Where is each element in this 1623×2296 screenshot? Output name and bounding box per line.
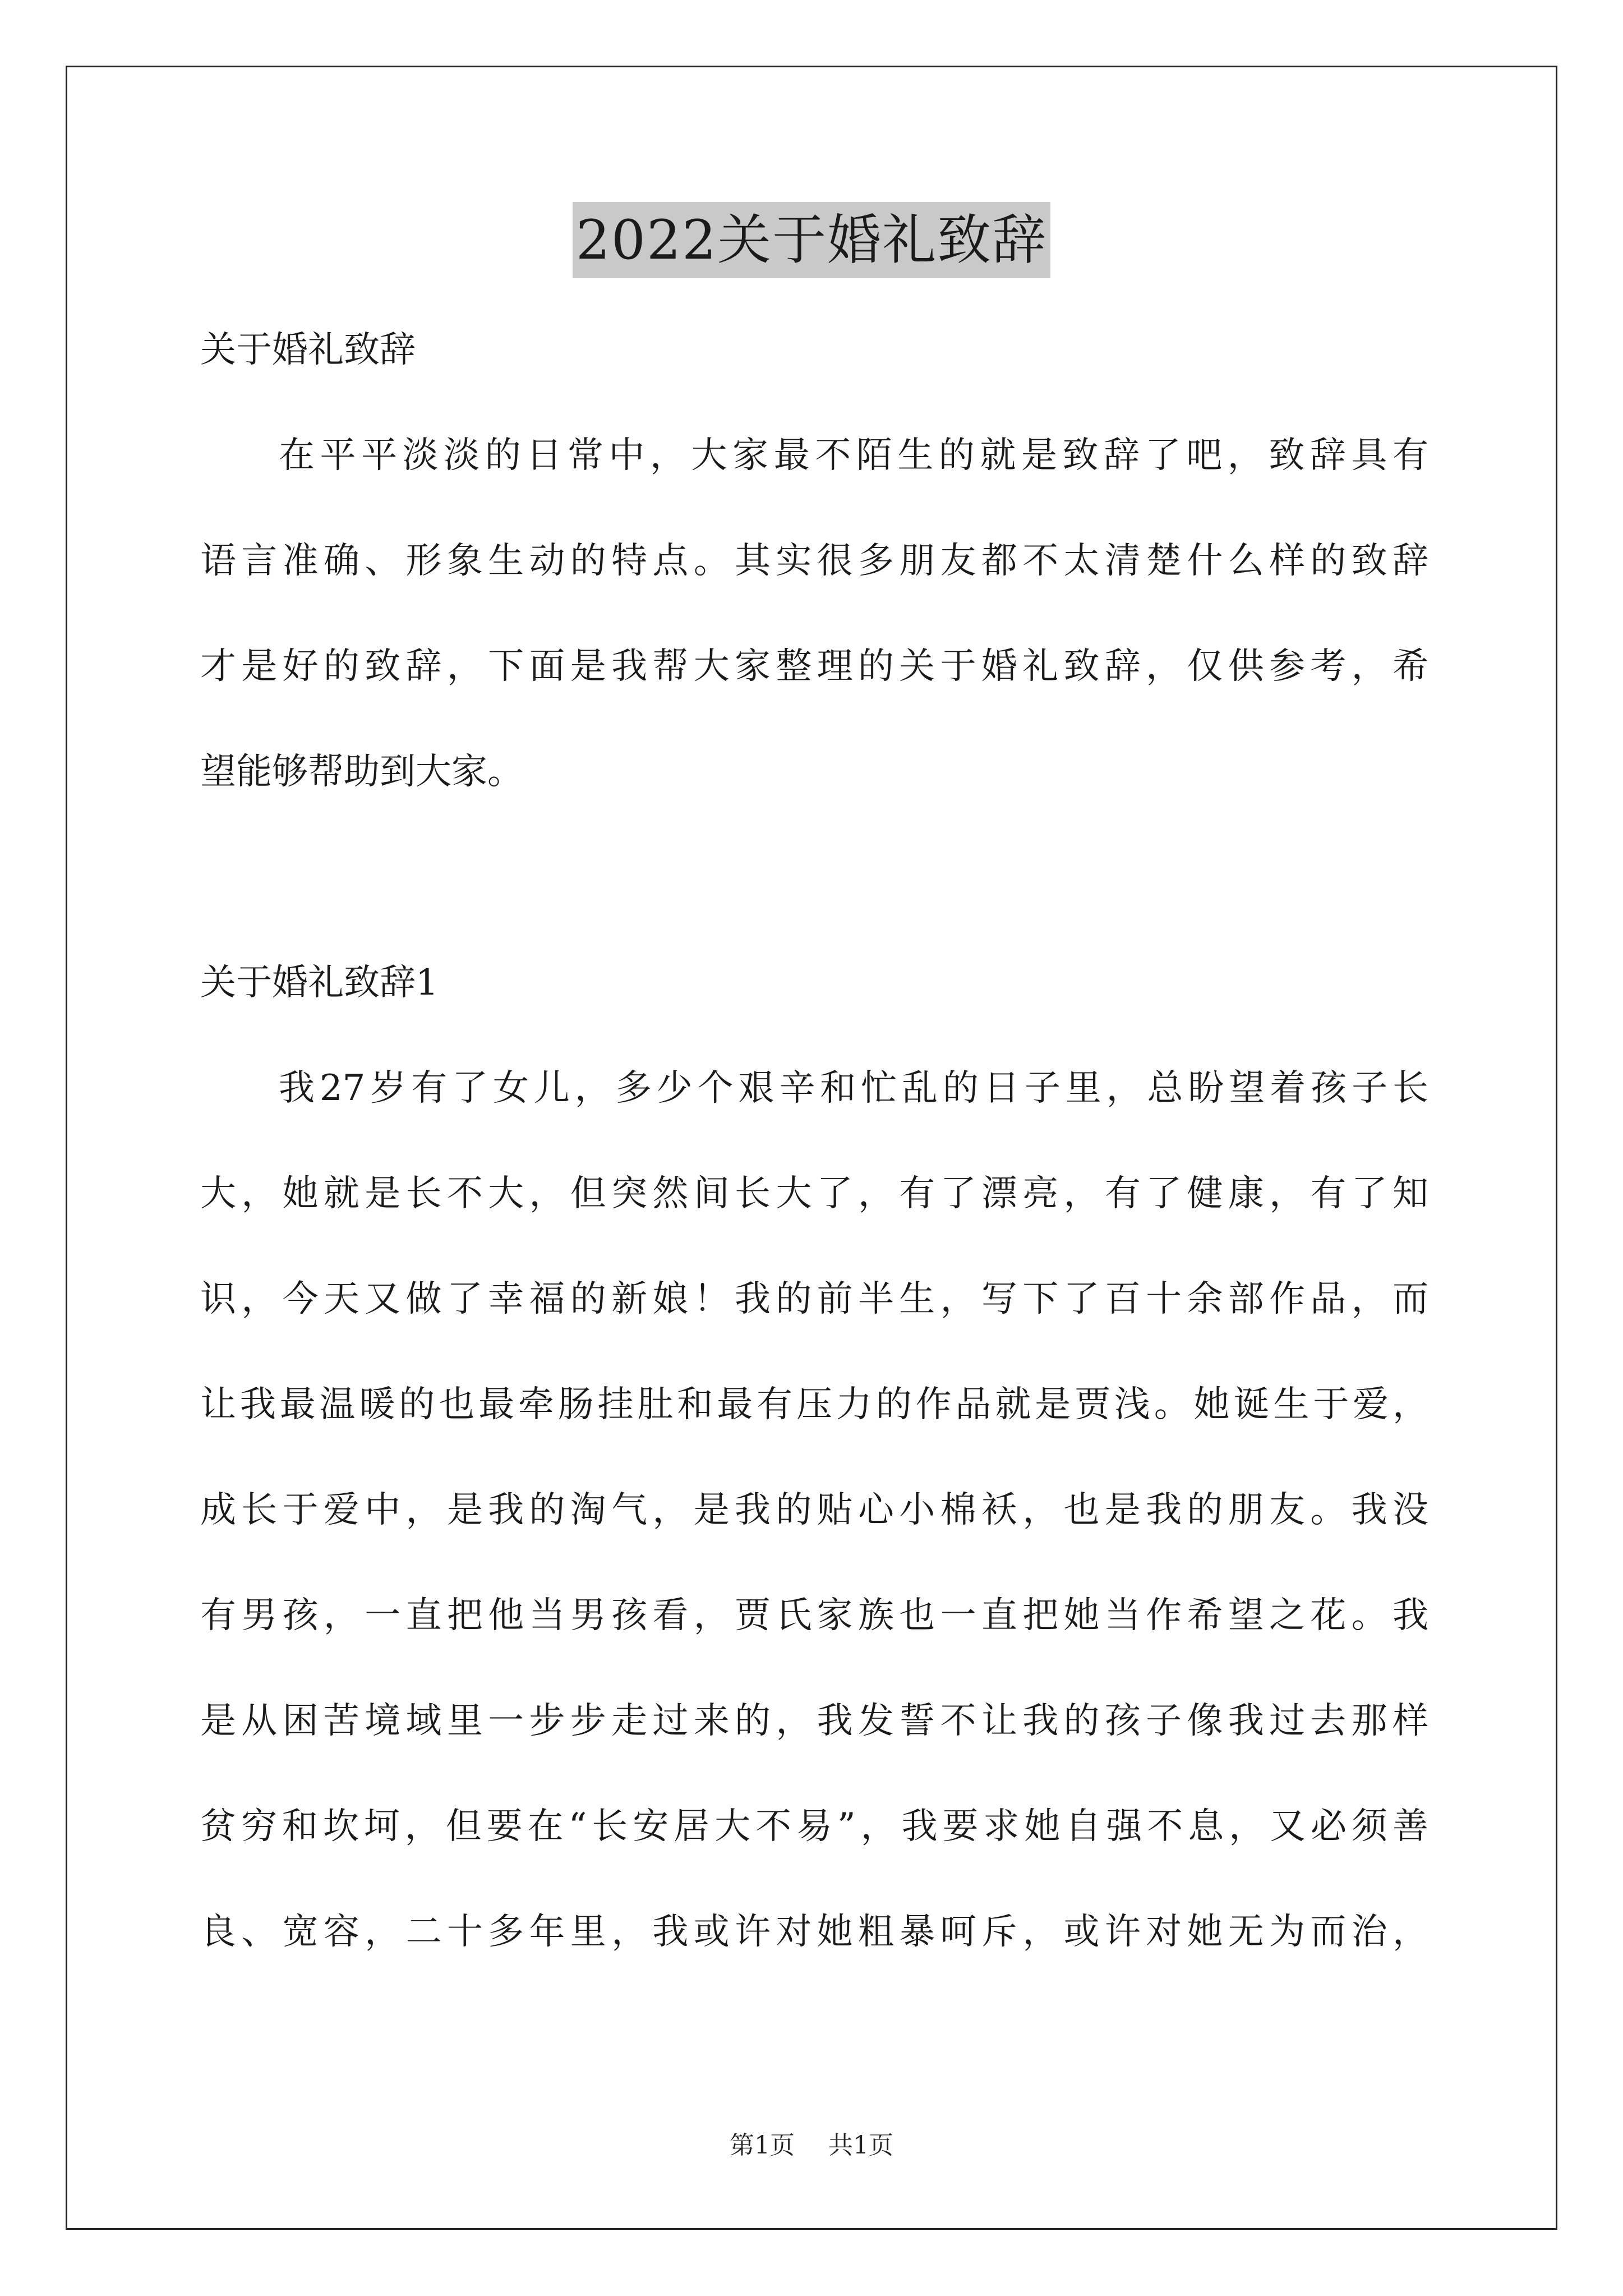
body-line: 是从困苦境域里一步步走过来的，我发誓不让我的孩子像我过去那样 — [200, 1700, 1428, 1742]
document-title: 2022关于婚礼致辞 — [573, 202, 1050, 278]
body-line: 大，她就是长不大，但突然间长大了，有了漂亮，有了健康，有了知 — [200, 1173, 1428, 1214]
body-line: 让我最温暖的也最牵肠挂肚和最有压力的作品就是贾浅。她诞生于爱， — [200, 1384, 1428, 1425]
subtitle: 关于婚礼致辞 — [200, 329, 416, 371]
section-heading: 关于婚礼致辞1 — [200, 962, 439, 1004]
body-line: 我27岁有了女儿，多少个艰辛和忙乱的日子里，总盼望着孩子长 — [279, 1068, 1428, 1109]
paragraph-spacer — [200, 825, 1428, 930]
body-line: 成长于爱中，是我的淘气，是我的贴心小棉袄，也是我的朋友。我没 — [200, 1489, 1428, 1531]
body-line: 贫穷和坎坷，但要在“长安居大不易”，我要求她自强不息，又必须善 — [200, 1806, 1428, 1847]
document-body — [200, 297, 1428, 1985]
intro-line: 语言准确、形象生动的特点。其实很多朋友都不太清楚什么样的致辞 — [200, 540, 1428, 582]
page-number-current: 第1页 — [730, 2131, 795, 2160]
page-number-total: 共1页 — [828, 2131, 893, 2160]
body-line: 有男孩，一直把他当男孩看，贾氏家族也一直把她当作希望之花。我 — [200, 1595, 1428, 1636]
body-line: 良、宽容，二十多年里，我或许对她粗暴呵斥，或许对她无为而治， — [200, 1911, 1428, 1953]
body-line: 识，今天又做了幸福的新娘！我的前半生，写下了百十余部作品，而 — [200, 1278, 1428, 1320]
intro-line: 望能够帮助到大家。 — [200, 751, 523, 793]
intro-line: 才是好的致辞，下面是我帮大家整理的关于婚礼致辞，仅供参考，希 — [200, 646, 1428, 687]
intro-line: 在平平淡淡的日常中，大家最不陌生的就是致辞了吧，致辞具有 — [279, 435, 1428, 476]
page-footer — [0, 2129, 1623, 2162]
title-container — [0, 202, 1623, 278]
